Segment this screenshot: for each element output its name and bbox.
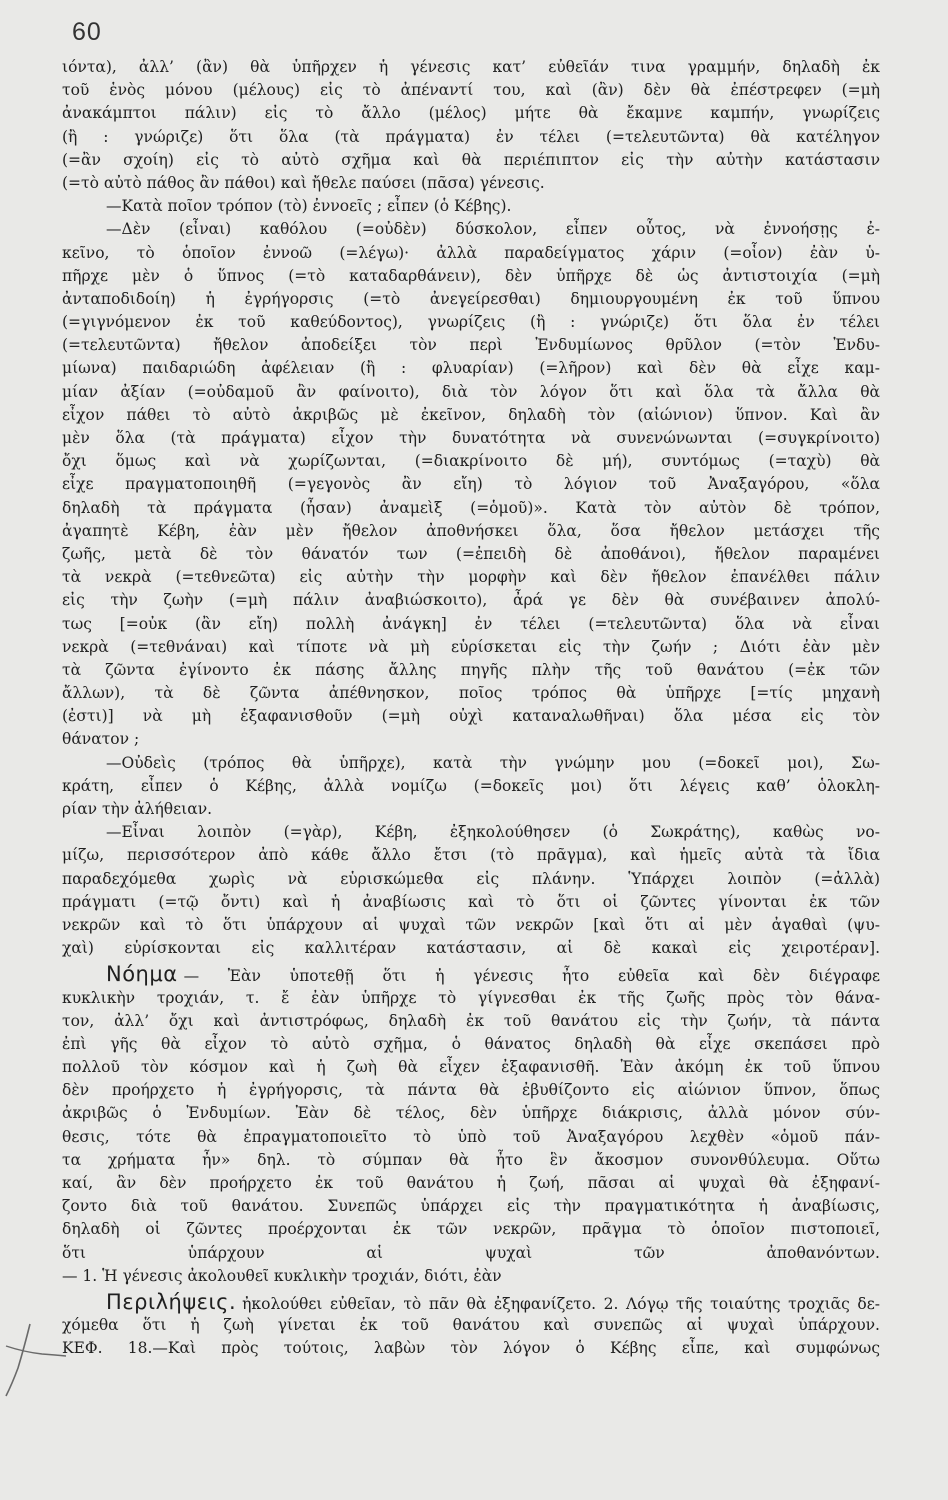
text-line: τὰ νεκρὰ (=τεθνεῶτα) εἰς αὐτὴν τὴν μορφὴν καὶ δὲν ἤθελον ἐπανέλθει πάλιν [62, 568, 880, 587]
text-line: (=ἂν σχοίη) εἰς τὸ αὐτὸ σχῆμα καὶ θὰ περιέπιπτον εἰς τὴν αὐτὴν κατάστασιν [62, 150, 880, 169]
text-line: εἶχε πραγματοποιηθῆ (=γεγονὸς ἂν εἴη) τὸ λόγιον τοῦ Ἀναξαγόρου, «ὅλα [62, 475, 880, 494]
text-line: πολλοῦ τὸν κόσμον καὶ ἡ ζωὴ θὰ εἶχεν ἐξαφανισθῆ. Ἐὰν ἀκόμη ἐκ τοῦ ὕπνου [62, 1058, 880, 1077]
text-line: —Δὲν (εἶναι) καθόλου (=οὐδὲν) δύσκολον, εἶπεν οὗτος, νὰ ἐννοήσῃς ἐ- [106, 220, 880, 239]
text-line: ἀνταποδιδοίη) ἡ ἐγρήγορσις (=τὸ ἀνεγείρεσθαι) δημιουργουμένη ἐκ τοῦ ὕπνου [62, 289, 880, 308]
text-line: ζοντο διὰ τοῦ θανάτου. Συνεπῶς ὑπάρχει εἰς τὴν πραγματικότητα ἡ ἀναβίωσις, [62, 1197, 880, 1216]
text-line: παραδεχόμεθα χωρὶς νὰ εὑρισκώμεθα εἰς πλάνην. Ὑπάρχει λοιπὸν (=ἀλλὰ) [62, 869, 880, 888]
text-line: ρίαν τὴν ἀλήθειαν. [62, 800, 213, 818]
text-line: μίαν ἀξίαν (=οὐδαμοῦ ἂν φαίνοιτο), διὰ τὸν λόγον ὅτι καὶ ὅλα τὰ ἄλλα θὰ [62, 382, 880, 401]
text-line: ἄλλων), τὰ δὲ ζῶντα ἀπέθνησκον, ποῖος τρόπος θὰ ὑπῆρχε [=τίς μηχανὴ [62, 684, 880, 703]
text-line: κυκλικὴν τροχιάν, τ. ἔ ἐὰν ὑπῆρχε τὸ γίγνεσθαι ἐκ τῆς ζωῆς πρὸς τὸν θάνα- [62, 988, 880, 1007]
text-line: τα χρήματα ἦν» δηλ. τὸ σύμπαν θὰ ἦτο ἓν ἄκοσμον συνονθύλευμα. Οὕτω [62, 1150, 880, 1169]
text-line: εἶχον πάθει τὸ αὐτὸ ἀκριβῶς μὲ ἐκεῖνον, δηλαδὴ τὸν (αἰώνιον) ὕπνον. Καὶ ἂν [62, 405, 880, 424]
abstract-paragraph-first-line [62, 1291, 880, 1314]
text-line: (=τελευτῶντα) ἤθελον ἀποδείξει τὸν περὶ Ἐνδυμίωνος θρῦλον (=τὸν Ἐνδυ- [62, 336, 880, 355]
text-line: νεκρὰ (=τεθνάναι) καὶ τίποτε νὰ μὴ εὑρίσκεται εἰς τὴν ζωήν ; Διότι ἐὰν μὲν [62, 637, 880, 656]
text-line: (=γιγνόμενον ἐκ τοῦ καθεύδοντος), γνωρίζεις (ἢ : γνώριζε) ὅτι ὅλα ἐν τέλει [62, 313, 880, 332]
text-line: τως [=οὐκ (ἂν εἴη) πολλὴ ἀνάγκη] ἐν τέλει (=τελευτῶντα) ὅλα νὰ εἶναι [62, 614, 880, 633]
summary-paragraph-first-line [62, 963, 880, 986]
text-line: τον, ἀλλ’ ὄχι καὶ ἀντιστρόφως, δηλαδὴ ἐκ τοῦ θανάτου εἰς τὴν ζωήν, τὰ πάντα [62, 1011, 880, 1030]
text-line: (=τὸ αὐτὸ πάθος ἂν πάθοι) καὶ ἤθελε παύσει (πᾶσα) γένεσις. [62, 173, 545, 192]
text-line: ὅτι ὑπάρχουν αἱ ψυχαὶ τῶν ἀποθανόντων. [62, 1243, 880, 1262]
text-line: ἀκριβῶς ὁ Ἐνδυμίων. Ἐὰν δὲ τέλος, δὲν ὑπῆρχε διάκρισις, ἀλλὰ μόνον σύν- [62, 1104, 880, 1123]
text-line: ἐπὶ γῆς θὰ εἶχον τὸ αὐτὸ σχῆμα, ὁ θάνατος δηλαδὴ θὰ εἶχε σκεπάσει πρὸ [62, 1034, 880, 1053]
text-line: μίωνα) παιδαριώδη ἀφέλειαν (ἢ : φλυαρίαν) (=λῆρον) καὶ δὲν θὰ εἶχε καμ- [62, 359, 880, 378]
text-line: μίζω, περισσότερον ἀπὸ κάθε ἄλλο ἔτσι (τὸ πρᾶγμα), καὶ ἡμεῖς αὐτὰ τὰ ἴδια [62, 846, 880, 865]
text-line: ΚΕΦ. 18.—Καὶ πρὸς τούτοις, λαβὼν τὸν λόγον ὁ Κέβης εἶπε, καὶ συμφώνως [62, 1339, 880, 1358]
text-line: δηλαδὴ τὰ πράγματα (ἦσαν) ἀναμεὶξ (=ὁμοῦ)». Κατὰ τὸν αὐτὸν δὲ τρόπον, [62, 498, 880, 517]
text-line: — 1. Ἡ γένεσις ἀκολουθεῖ κυκλικὴν τροχιάν, διότι, ἐὰν [62, 1266, 502, 1285]
chapter-start-line [62, 1364, 880, 1387]
text-line: —Εἶναι λοιπὸν (=γὰρ), Κέβη, ἐξηκολούθησεν (ὁ Σωκράτης), καθὼς νο- [106, 823, 880, 842]
handwritten-margin-mark [0, 1318, 70, 1398]
text-line: τοῦ ἑνὸς μόνου (μέλους) εἰς τὸ ἀπέναντί του, καὶ (ἂν) δὲν θὰ ἐπέστρεφεν (=μὴ [62, 81, 880, 100]
text-fragment: — Ἐὰν ὑποτεθῇ ὅτι ἡ γένεσις ἦτο εὐθεῖα καὶ δὲν διέγραφε [183, 967, 880, 986]
text-line: πράγματι (=τῷ ὄντι) καὶ ἡ ἀναβίωσις καὶ τὸ ὅτι οἱ ζῶντες γίνονται ἐκ τῶν [62, 892, 880, 911]
main-text [62, 56, 880, 1387]
text-line: δὲν προήρχετο ἡ ἐγρήγορσις, τὰ πάντα θὰ ἐβυθίζοντο εἰς αἰώνιον ὕπνον, ὅπως [62, 1081, 880, 1100]
text-line: ἀνακάμπτοι πάλιν) εἰς τὸ ἄλλο (μέλος) μήτε θὰ ἔκαμνε καμπήν, γνωρίζεις [62, 104, 880, 123]
text-fragment: ἠκολούθει εὐθεῖαν, τὸ πᾶν θὰ ἐξηφανίζετο. 2. Λόγῳ τῆς τοιαύτης τροχιᾶς δε- [242, 1294, 880, 1313]
text-line: ζωῆς, μετὰ δὲ τὸν θάνατόν των (=ἐπειδὴ δὲ ἀποθάνοι), ἤθελον παραμένει [62, 544, 880, 563]
text-line: (ἢ : γνώριζε) ὅτι ὅλα (τὰ πράγματα) ἐν τέλει (=τελευτῶντα) θὰ κατέληγον [62, 127, 880, 146]
text-line: δηλαδὴ οἱ ζῶντες προέρχονται ἐκ τῶν νεκρῶν, πρᾶγμα τὸ ὁποῖον πιστοποιεῖ, [62, 1220, 880, 1239]
text-line: πῆρχε μὲν ὁ ὕπνος (=τὸ καταδαρθάνειν), δὲν ὑπῆρχε δὲ ὡς ἀντιστοιχία (=μὴ [62, 266, 880, 285]
page-number: 60 [72, 18, 102, 46]
text-line: νεκρῶν καὶ τὸ ὅτι ὑπάρχουν αἱ ψυχαὶ τῶν νεκρῶν [καὶ ὅτι αἱ μὲν ἀγαθαὶ (ψυ- [62, 915, 880, 934]
noima-heading: Νόημα [106, 963, 178, 987]
text-line: καί, ἂν δὲν προήρχετο ἐκ τοῦ θανάτου ἡ ζωή, πᾶσαι αἱ ψυχαὶ θὰ ἐξηφανί- [62, 1174, 880, 1192]
text-line: ἀγαπητὲ Κέβη, ἐὰν μὲν ἤθελον ἀποθνήσκει ὅλα, ὅσα ἤθελον μετάσχει τῆς [62, 521, 880, 540]
text-line: κεῖνο, τὸ ὁποῖον ἐννοῶ (=λέγω)· ἀλλὰ παραδείγματος χάριν (=οἷον) ἐὰν ὑ- [62, 243, 880, 262]
text-line: μὲν ὅλα (τὰ πράγματα) εἶχον τὴν δυνατότητα νὰ συνενώνωνται (=συγκρίνοιτο) [62, 429, 880, 447]
text-line: —Κατὰ ποῖον τρόπον (τὸ) ἐννοεῖς ; εἶπεν (ὁ Κέβης). [106, 197, 512, 216]
text-line: χόμεθα ὅτι ἡ ζωὴ γίνεται ἐκ τοῦ θανάτου καὶ συνεπῶς αἱ ψυχαὶ ὑπάρχουν. [62, 1316, 880, 1335]
text-line: —Οὐδεὶς (τρόπος θὰ ὑπῆρχε), κατὰ τὴν γνώμην μου (=δοκεῖ μοι), Σω- [106, 753, 880, 772]
pencil-cross-mark [0, 1318, 70, 1398]
text-line: τὰ ζῶντα ἐγίνοντο ἐκ πάσης ἄλλης πηγῆς πλὴν τῆς τοῦ θανάτου (=ἐκ τῶν [62, 660, 880, 679]
text-line: εἰς τὴν ζωὴν (=μὴ πάλιν ἀναβιώσκοιτο), ἆρά γε δὲν θὰ συνέβαινεν ἀπολύ- [62, 591, 880, 610]
text-line: ιόντα), ἀλλ’ (ἂν) θὰ ὑπῆρχεν ἡ γένεσις κατ’ εὐθεῖάν τινα γραμμήν, δηλαδὴ ἐκ [62, 58, 880, 76]
text-line: ὄχι ὅμως καὶ νὰ χωρίζωνται, (=διακρίνοιτο δὲ μή), συντόμως (=ταχὺ) θὰ [62, 452, 880, 471]
text-line: θάνατον ; [62, 730, 140, 749]
text-line: χαὶ) εὑρίσκονται εἰς καλλιτέραν κατάστασιν, αἱ δὲ κακαὶ εἰς χειροτέραν]. [62, 939, 880, 958]
text-line: θεσις, τότε θὰ ἐπραγματοποιεῖτο τὸ ὑπὸ τοῦ Ἀναξαγόρου λεχθὲν «ὁμοῦ πάν- [62, 1127, 880, 1146]
text-line: κράτη, εἶπεν ὁ Κέβης, ἀλλὰ νομίζω (=δοκεῖς μοι) ὅτι λέγεις καθ’ ὁλοκλη- [62, 776, 880, 795]
text-line: (ἐστι)] νὰ μὴ ἐξαφανισθοῦν (=μὴ οὐχὶ καταναλωθῆναι) ὅλα μέσα εἰς τὸν [62, 707, 880, 726]
perilipseis-heading: Περιλήψεις. [106, 1290, 237, 1314]
